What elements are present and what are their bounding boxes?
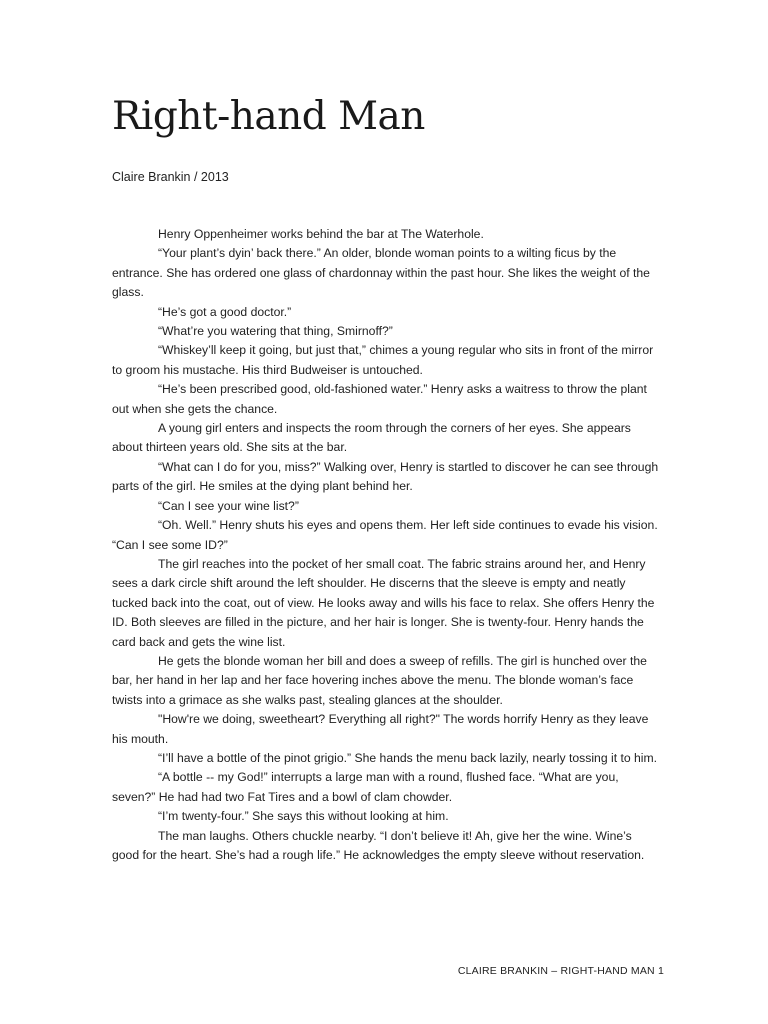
- paragraph: He gets the blonde woman her bill and does a sweep of refills. The girl is hunched over the bar, her hand in her lap and her face hovering inches above the menu. The blonde woman’s face twists into a grimace as she walks past, stealing glances at the shoulder.: [112, 653, 647, 707]
- paragraph: “What can I do for you, miss?” Walking over, Henry is startled to discover he can see through parts of the girl. He smiles at the dying plant behind her.: [112, 459, 659, 494]
- paragraph: “He’s been prescribed good, old-fashioned water.” Henry asks a waitress to throw the plant out when she gets the chance.: [112, 382, 647, 416]
- paragraph: “Whiskey’ll keep it going, but just that,” chimes a young regular who sits in front of the mirror to groom his mustache. His third Budweiser is untouched.: [112, 343, 654, 377]
- paragraph: “Oh. Well.” Henry shuts his eyes and opens them. Her left side continues to evade his vision. “Can I see some ID?”: [112, 518, 658, 552]
- document-title: Right-hand Man: [112, 94, 425, 139]
- paragraph: “I’m twenty-four.” She says this without looking at him.: [158, 809, 449, 824]
- page-footer: CLAIRE BRANKIN – RIGHT-HAND MAN 1: [457, 965, 664, 977]
- paragraph: "How're we doing, sweetheart? Everything all right?" The words horrify Henry as they leave his mouth.: [112, 712, 649, 746]
- paragraph: The man laughs. Others chuckle nearby. “I don’t believe it! Ah, give her the wine. Wine’s good for the heart. She’s had a rough life.” He acknowledges the empty sleeve without reservation.: [112, 828, 645, 862]
- paragraph: “I’ll have a bottle of the pinot grigio.” She hands the menu back lazily, nearly tossing it to him.: [158, 750, 658, 765]
- paragraph: “He’s got a good doctor.”: [158, 304, 292, 319]
- paragraph: The girl reaches into the pocket of her small coat. The fabric strains around her, and Henry sees a dark circle shift around the left shoulder. He discerns that the sleeve is empty and neatly tucked back into the coat, out of view. He looks away and wills his face to relax. She offers Henry the ID. Both sleeves are filled in the picture, and her hair is longer. She is twenty-four. Henry hands the card back and gets the wine list.: [112, 556, 655, 649]
- byline: Claire Brankin / 2013: [112, 170, 229, 184]
- paragraph: “What’re you watering that thing, Smirnoff?”: [158, 324, 393, 339]
- paragraph: “A bottle -- my God!” interrupts a large man with a round, flushed face. “What are you, seven?” He had had two Fat Tires and a bowl of clam chowder.: [112, 770, 619, 804]
- paragraph: “Your plant’s dyin’ back there.” An older, blonde woman points to a wilting ficus by the entrance. She has ordered one glass of chardonnay within the past hour. She likes the weight of the glass.: [112, 246, 650, 300]
- paragraph: “Can I see your wine list?”: [158, 498, 299, 513]
- paragraph: A young girl enters and inspects the room through the corners of her eyes. She appears about thirteen years old. She sits at the bar.: [112, 421, 631, 455]
- paragraph: Henry Oppenheimer works behind the bar at The Waterhole.: [158, 227, 484, 241]
- story-body: [112, 225, 660, 865]
